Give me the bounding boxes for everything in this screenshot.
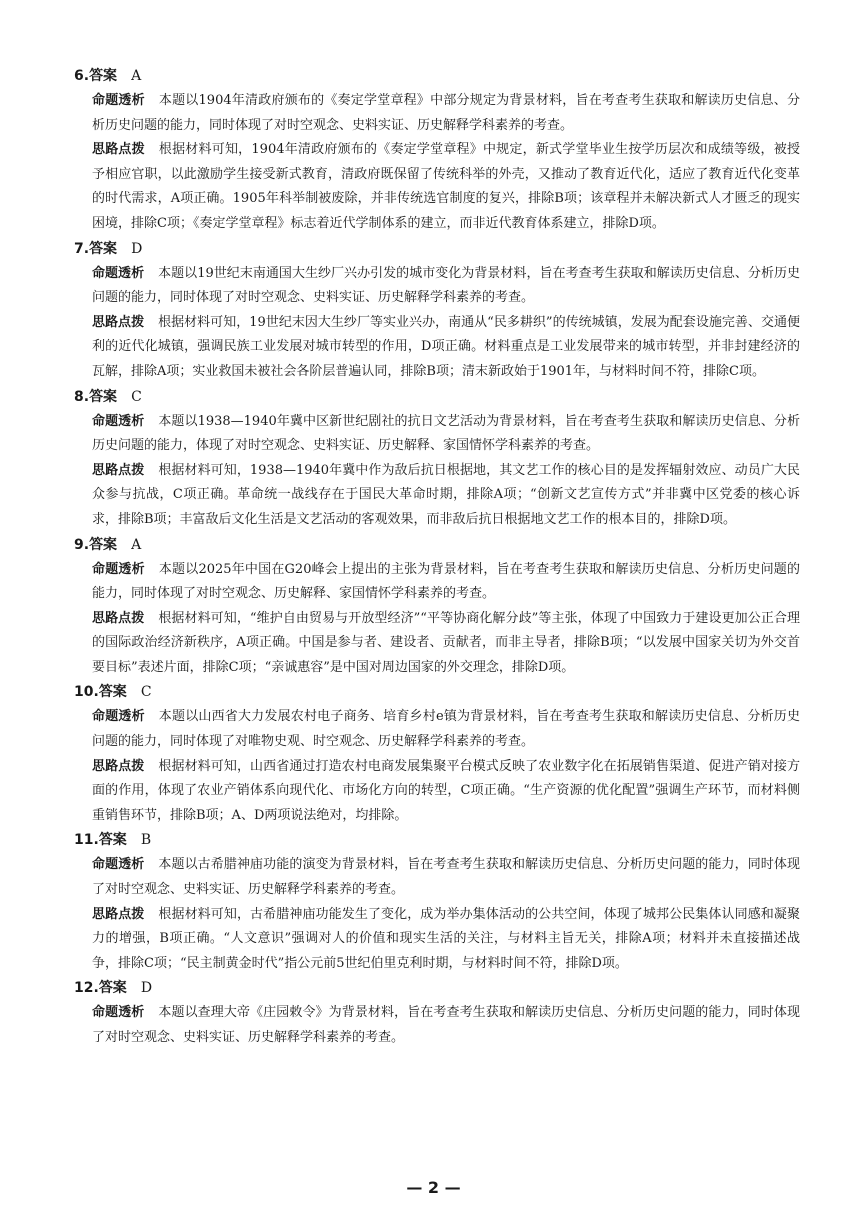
analysis-text: 本题以1938—1940年冀中区新世纪剧社的抗日文艺活动为背景材料，旨在考查考生获取和解读历史信息、分析历史问题的能力，体现了对时空观念、史料实证、历史解释、家国情怀学科素养的考查。 bbox=[92, 413, 800, 454]
analysis-label: 命题透析 bbox=[92, 857, 145, 873]
analysis-label: 命题透析 bbox=[92, 93, 145, 108]
hint-label: 思路点拨 bbox=[92, 142, 145, 158]
question-number: 10. bbox=[74, 684, 99, 701]
hint-paragraph bbox=[92, 607, 800, 681]
hint-paragraph bbox=[92, 755, 800, 829]
hint-text: 根据材料可知，山西省通过打造农村电商发展集聚平台模式反映了农业数字化在拓展销售渠道、促进产销对接方面的作用，体现了农业产销体系向现代化、市场化方向的转型，C项正确。“生产资源的优化配置”强调生产环节，而材料侧重销售环节，排除B项；A、D两项说法绝对，均排除。 bbox=[92, 758, 800, 823]
hint-text: 根据材料可知，古希腊神庙功能发生了变化，成为举办集体活动的公共空间，体现了城邦公民集体认同感和凝聚力的增强，B项正确。“人文意识”强调对人的价值和现实生活的关注，与材料主旨无关，排除A项；材料并未直接描述战争，排除C项；“民主制黄金时代”指公元前5世纪伯里克利时期，与材料时间不符，排除D项。 bbox=[92, 906, 800, 971]
hint-text: 根据材料可知，1938—1940年冀中作为敌后抗日根据地，其文艺工作的核心目的是发挥辐射效应、动员广大民众参与抗战，C项正确。革命统一战线存在于国民大革命时期，排除A项；“创新文艺宣传方式”并非冀中区党委的核心诉求，排除B项；丰富敌后文化生活是文艺活动的客观效果，而非敌后抗日根据地文艺工作的根本目的，排除D项。 bbox=[92, 462, 800, 527]
hint-text: 根据材料可知，“维护自由贸易与开放型经济”“平等协商化解分歧”等主张，体现了中国致力于建设更加公正合理的国际政治经济新秩序，A项正确。中国是参与者、建设者、贡献者，而非主导者，排除B项；“以发展中国家关切为外交首要目标”表述片面，排除C项；“亲诚惠容”是中国对周边国家的外交理念，排除D项。 bbox=[92, 610, 800, 675]
question-block bbox=[0, 64, 867, 237]
analysis-paragraph bbox=[92, 262, 800, 311]
answer-label: 答案 bbox=[89, 536, 118, 553]
answer-line bbox=[74, 828, 867, 853]
hint-text: 根据材料可知，1904年清政府颁布的《奏定学堂章程》中规定，新式学堂毕业生按学历层次和成绩等级，被授予相应官职，以此激励学生接受新式教育，清政府既保留了传统科举的外壳，又推动了教育近代化，适应了教育近代化变革的时代需求，A项正确。1905年科举制被废除，并非传统选官制度的复兴，排除B项；该章程并未解决新式人才匮乏的现实困境，排除C项；《奏定学堂章程》标志着近代学制体系的建立，而非近代教育体系建立，排除D项。 bbox=[92, 142, 800, 231]
question-block bbox=[0, 680, 867, 828]
question-block bbox=[0, 976, 867, 1050]
hint-label: 思路点拨 bbox=[92, 610, 145, 626]
question-number: 8. bbox=[74, 388, 90, 405]
answer-value: C bbox=[140, 684, 152, 701]
answer-value: B bbox=[140, 832, 152, 849]
analysis-text: 本题以1904年清政府颁布的《奏定学堂章程》中部分规定为背景材料，旨在考查考生获取和解读历史信息、分析历史问题的能力，同时体现了对时空观念、史料实证、历史解释学科素养的考查。 bbox=[92, 93, 800, 133]
answer-value: C bbox=[131, 388, 142, 405]
hint-label: 思路点拨 bbox=[92, 314, 145, 330]
hint-paragraph bbox=[92, 903, 800, 977]
hint-label: 思路点拨 bbox=[92, 462, 145, 478]
analysis-text: 本题以19世纪末南通国大生纱厂兴办引发的城市变化为背景材料，旨在考查考生获取和解读历史信息、分析历史问题的能力，同时体现了对时空观念、史料实证、历史解释学科素养的考查。 bbox=[92, 265, 800, 306]
answer-value: D bbox=[131, 240, 143, 257]
analysis-paragraph bbox=[92, 410, 800, 459]
analysis-paragraph bbox=[92, 1001, 800, 1050]
analysis-paragraph bbox=[92, 853, 800, 902]
answer-line bbox=[74, 680, 867, 705]
analysis-paragraph bbox=[92, 558, 800, 607]
analysis-label: 命题透析 bbox=[92, 561, 145, 577]
hint-paragraph bbox=[92, 459, 800, 533]
answer-line bbox=[74, 64, 867, 89]
answer-line bbox=[74, 237, 867, 262]
analysis-text: 本题以古希腊神庙功能的演变为背景材料，旨在考查考生获取和解读历史信息、分析历史问题的能力，同时体现了对时空观念、史料实证、历史解释学科素养的考查。 bbox=[92, 857, 800, 898]
hint-text: 根据材料可知，19世纪末因大生纱厂等实业兴办，南通从“民多耕织”的传统城镇，发展为配套设施完善、交通便利的近代化城镇，强调民族工业发展对城市转型的作用，D项正确。材料重点是工业发展带来的城市转型，并非封建经济的瓦解，排除A项；实业救国未被社会各阶层普遍认同，排除B项；清末新政始于1901年，与材料时间不符，排除C项。 bbox=[92, 314, 800, 379]
answer-value: A bbox=[131, 536, 142, 553]
question-number: 7. bbox=[74, 240, 90, 257]
question-number: 12. bbox=[74, 980, 99, 997]
analysis-paragraph bbox=[92, 89, 800, 138]
hint-label: 思路点拨 bbox=[92, 758, 145, 774]
question-block bbox=[0, 828, 867, 976]
analysis-label: 命题透析 bbox=[92, 265, 145, 281]
analysis-label: 命题透析 bbox=[92, 1005, 145, 1021]
page-number: — 2 — bbox=[406, 1178, 461, 1197]
answer-label: 答案 bbox=[89, 388, 118, 405]
answer-line bbox=[74, 385, 867, 410]
answer-line bbox=[74, 976, 867, 1001]
analysis-paragraph bbox=[92, 705, 800, 754]
answer-label: 答案 bbox=[89, 68, 118, 84]
answer-label: 答案 bbox=[98, 832, 127, 849]
analysis-label: 命题透析 bbox=[92, 413, 145, 429]
analysis-text: 本题以2025年中国在G20峰会上提出的主张为背景材料，旨在考查考生获取和解读历史信息、分析历史问题的能力，同时体现了对时空观念、历史解释、家国情怀学科素养的考查。 bbox=[92, 561, 800, 602]
answer-label: 答案 bbox=[98, 980, 127, 997]
answer-value: A bbox=[131, 68, 142, 84]
answer-line bbox=[74, 533, 867, 558]
answer-label: 答案 bbox=[98, 684, 127, 701]
analysis-label: 命题透析 bbox=[92, 709, 145, 725]
hint-label: 思路点拨 bbox=[92, 906, 145, 922]
hint-paragraph bbox=[92, 311, 800, 385]
hint-paragraph bbox=[92, 138, 800, 236]
document-body bbox=[0, 64, 867, 1051]
question-number: 9. bbox=[74, 536, 90, 553]
analysis-text: 本题以山西省大力发展农村电子商务、培育乡村e镇为背景材料，旨在考查考生获取和解读历史信息、分析历史问题的能力，同时体现了对唯物史观、时空观念、历史解释学科素养的考查。 bbox=[92, 709, 800, 750]
question-block bbox=[0, 533, 867, 681]
answer-value: D bbox=[140, 980, 153, 997]
question-block bbox=[0, 385, 867, 533]
analysis-text: 本题以查理大帝《庄园敕令》为背景材料，旨在考查考生获取和解读历史信息、分析历史问题的能力，同时体现了对时空观念、史料实证、历史解释学科素养的考查。 bbox=[92, 1005, 800, 1045]
question-number: 11. bbox=[74, 832, 99, 849]
question-number: 6. bbox=[74, 68, 90, 84]
answer-label: 答案 bbox=[89, 240, 118, 257]
question-block bbox=[0, 237, 867, 385]
